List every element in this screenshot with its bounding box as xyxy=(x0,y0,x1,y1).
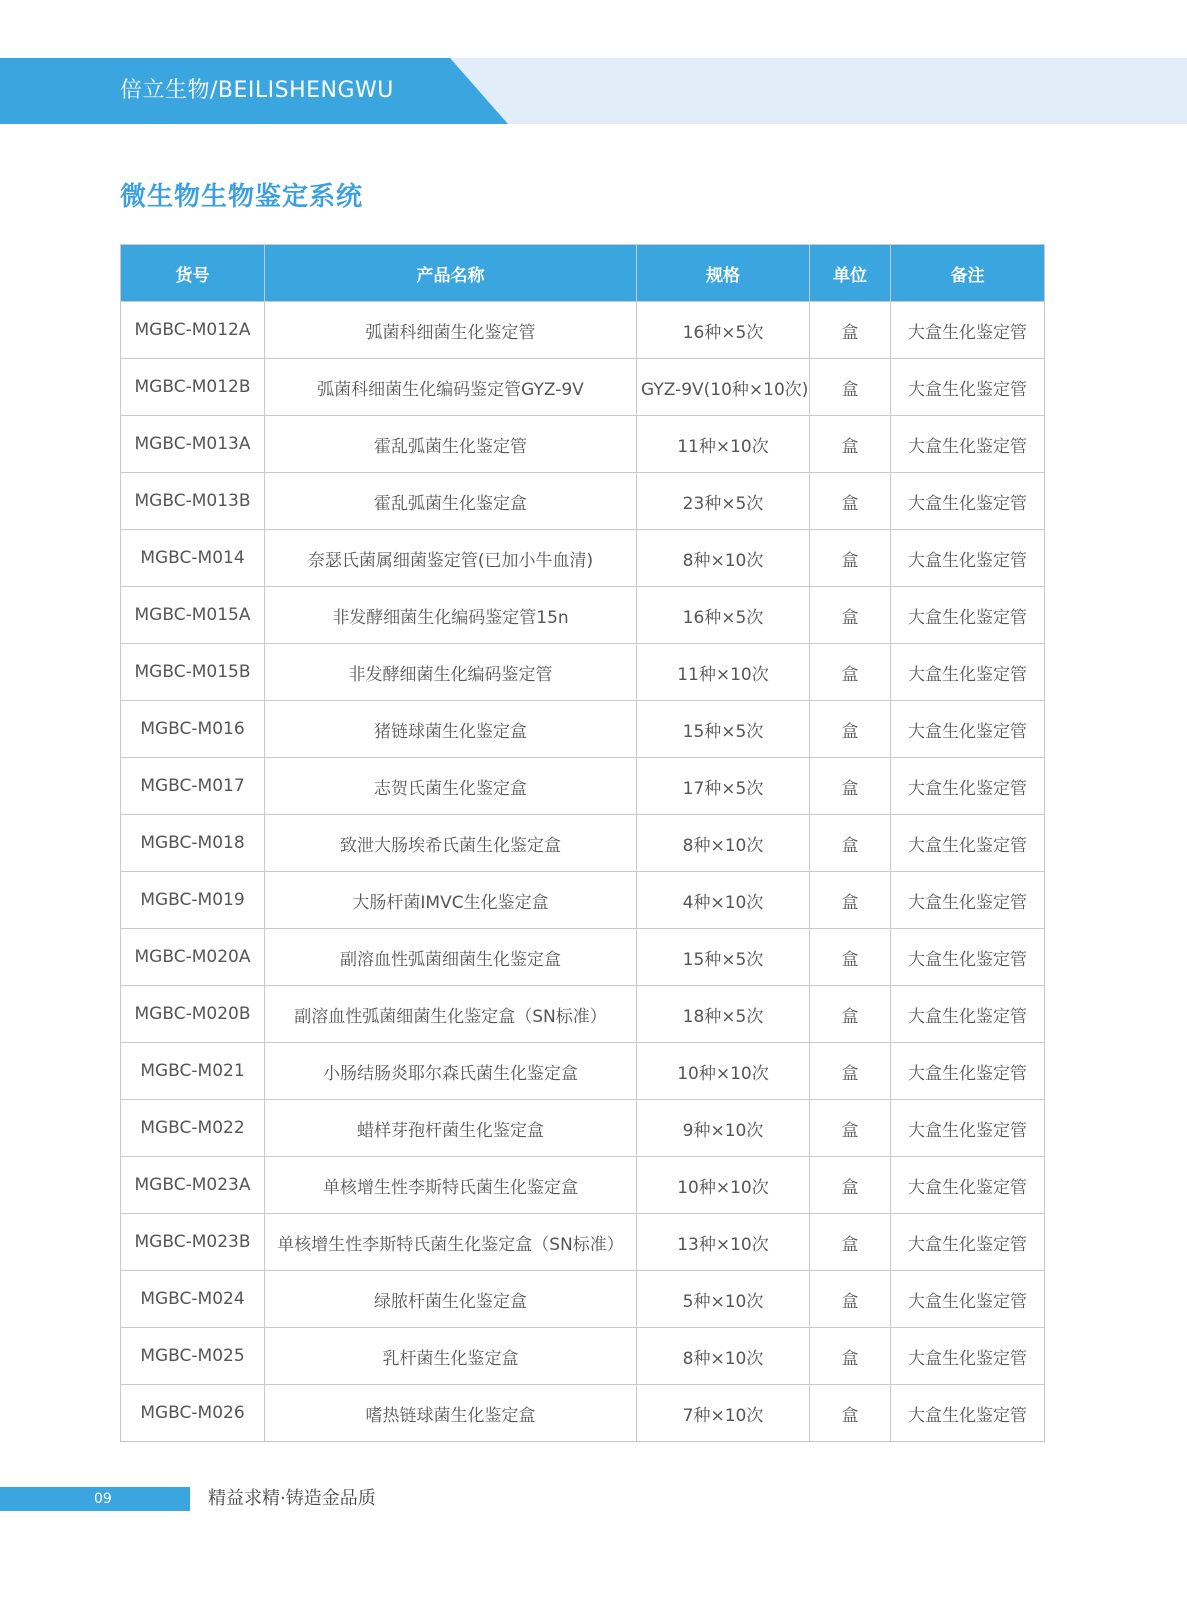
cell-remark: 大盒生化鉴定管 xyxy=(891,929,1045,986)
cell-product-name: 奈瑟氏菌属细菌鉴定管(已加小牛血清) xyxy=(265,530,637,587)
cell-item-no: MGBC-M020A xyxy=(121,929,265,986)
cell-item-no: MGBC-M018 xyxy=(121,815,265,872)
column-header-remark: 备注 xyxy=(891,245,1045,302)
cell-unit: 盒 xyxy=(810,1157,891,1214)
cell-spec: 7种×10次 xyxy=(637,1385,810,1442)
table-row xyxy=(121,872,1045,929)
cell-unit: 盒 xyxy=(810,701,891,758)
cell-product-name: 志贺氏菌生化鉴定盒 xyxy=(265,758,637,815)
cell-remark: 大盒生化鉴定管 xyxy=(891,587,1045,644)
cell-item-no: MGBC-M013B xyxy=(121,473,265,530)
cell-product-name: 弧菌科细菌生化编码鉴定管GYZ-9V xyxy=(265,359,637,416)
cell-remark: 大盒生化鉴定管 xyxy=(891,701,1045,758)
table-row xyxy=(121,359,1045,416)
cell-spec: 9种×10次 xyxy=(637,1100,810,1157)
column-header-spec: 规格 xyxy=(637,245,810,302)
table-row xyxy=(121,986,1045,1043)
table-row xyxy=(121,815,1045,872)
cell-item-no: MGBC-M023A xyxy=(121,1157,265,1214)
cell-remark: 大盒生化鉴定管 xyxy=(891,1043,1045,1100)
table-body xyxy=(121,302,1045,1442)
cell-spec: 8种×10次 xyxy=(637,815,810,872)
cell-remark: 大盒生化鉴定管 xyxy=(891,1385,1045,1442)
cell-unit: 盒 xyxy=(810,1100,891,1157)
column-header-item-no: 货号 xyxy=(121,245,265,302)
cell-item-no: MGBC-M012B xyxy=(121,359,265,416)
cell-spec: GYZ-9V(10种×10次) xyxy=(637,359,810,416)
cell-spec: 8种×10次 xyxy=(637,530,810,587)
cell-item-no: MGBC-M015A xyxy=(121,587,265,644)
cell-remark: 大盒生化鉴定管 xyxy=(891,530,1045,587)
cell-item-no: MGBC-M012A xyxy=(121,302,265,359)
table-row xyxy=(121,758,1045,815)
page-number: 09 xyxy=(94,1491,112,1507)
cell-product-name: 副溶血性弧菌细菌生化鉴定盒 xyxy=(265,929,637,986)
cell-item-no: MGBC-M016 xyxy=(121,701,265,758)
cell-unit: 盒 xyxy=(810,1043,891,1100)
cell-product-name: 非发酵细菌生化编码鉴定管15n xyxy=(265,587,637,644)
cell-unit: 盒 xyxy=(810,929,891,986)
table-row xyxy=(121,1043,1045,1100)
cell-remark: 大盒生化鉴定管 xyxy=(891,416,1045,473)
brand-name: 倍立生物/BEILISHENGWU xyxy=(120,78,394,103)
cell-unit: 盒 xyxy=(810,302,891,359)
cell-item-no: MGBC-M014 xyxy=(121,530,265,587)
cell-remark: 大盒生化鉴定管 xyxy=(891,872,1045,929)
cell-product-name: 单核增生性李斯特氏菌生化鉴定盒（SN标准） xyxy=(265,1214,637,1271)
cell-spec: 23种×5次 xyxy=(637,473,810,530)
cell-unit: 盒 xyxy=(810,587,891,644)
cell-remark: 大盒生化鉴定管 xyxy=(891,644,1045,701)
cell-spec: 16种×5次 xyxy=(637,587,810,644)
table-row xyxy=(121,587,1045,644)
table-row xyxy=(121,701,1045,758)
section-title: 微生物生物鉴定系统 xyxy=(120,182,364,212)
cell-unit: 盒 xyxy=(810,1271,891,1328)
cell-remark: 大盒生化鉴定管 xyxy=(891,1214,1045,1271)
cell-spec: 8种×10次 xyxy=(637,1328,810,1385)
cell-spec: 10种×10次 xyxy=(637,1157,810,1214)
table-row xyxy=(121,644,1045,701)
table-row xyxy=(121,416,1045,473)
cell-unit: 盒 xyxy=(810,473,891,530)
cell-remark: 大盒生化鉴定管 xyxy=(891,1328,1045,1385)
table-row xyxy=(121,1271,1045,1328)
table-header-row xyxy=(121,245,1045,302)
cell-spec: 17种×5次 xyxy=(637,758,810,815)
cell-spec: 11种×10次 xyxy=(637,416,810,473)
cell-item-no: MGBC-M023B xyxy=(121,1214,265,1271)
cell-item-no: MGBC-M017 xyxy=(121,758,265,815)
cell-unit: 盒 xyxy=(810,1385,891,1442)
cell-remark: 大盒生化鉴定管 xyxy=(891,758,1045,815)
table-row xyxy=(121,1328,1045,1385)
cell-spec: 4种×10次 xyxy=(637,872,810,929)
cell-unit: 盒 xyxy=(810,359,891,416)
cell-unit: 盒 xyxy=(810,872,891,929)
column-header-unit: 单位 xyxy=(810,245,891,302)
cell-unit: 盒 xyxy=(810,644,891,701)
cell-item-no: MGBC-M019 xyxy=(121,872,265,929)
cell-item-no: MGBC-M015B xyxy=(121,644,265,701)
cell-unit: 盒 xyxy=(810,986,891,1043)
cell-product-name: 单核增生性李斯特氏菌生化鉴定盒 xyxy=(265,1157,637,1214)
table-row xyxy=(121,929,1045,986)
cell-product-name: 猪链球菌生化鉴定盒 xyxy=(265,701,637,758)
cell-product-name: 乳杆菌生化鉴定盒 xyxy=(265,1328,637,1385)
cell-unit: 盒 xyxy=(810,1214,891,1271)
cell-product-name: 霍乱弧菌生化鉴定盒 xyxy=(265,473,637,530)
cell-item-no: MGBC-M020B xyxy=(121,986,265,1043)
cell-unit: 盒 xyxy=(810,758,891,815)
cell-item-no: MGBC-M026 xyxy=(121,1385,265,1442)
cell-unit: 盒 xyxy=(810,530,891,587)
cell-product-name: 霍乱弧菌生化鉴定管 xyxy=(265,416,637,473)
cell-spec: 15种×5次 xyxy=(637,929,810,986)
cell-unit: 盒 xyxy=(810,416,891,473)
product-table xyxy=(120,244,1045,1442)
cell-spec: 10种×10次 xyxy=(637,1043,810,1100)
cell-product-name: 副溶血性弧菌细菌生化鉴定盒（SN标准） xyxy=(265,986,637,1043)
cell-spec: 16种×5次 xyxy=(637,302,810,359)
cell-remark: 大盒生化鉴定管 xyxy=(891,473,1045,530)
cell-remark: 大盒生化鉴定管 xyxy=(891,815,1045,872)
cell-product-name: 嗜热链球菌生化鉴定盒 xyxy=(265,1385,637,1442)
table-row xyxy=(121,1157,1045,1214)
cell-product-name: 弧菌科细菌生化鉴定管 xyxy=(265,302,637,359)
cell-remark: 大盒生化鉴定管 xyxy=(891,986,1045,1043)
cell-product-name: 小肠结肠炎耶尔森氏菌生化鉴定盒 xyxy=(265,1043,637,1100)
cell-remark: 大盒生化鉴定管 xyxy=(891,302,1045,359)
cell-remark: 大盒生化鉴定管 xyxy=(891,359,1045,416)
column-header-product-name: 产品名称 xyxy=(265,245,637,302)
cell-product-name: 绿脓杆菌生化鉴定盒 xyxy=(265,1271,637,1328)
cell-product-name: 大肠杆菌IMVC生化鉴定盒 xyxy=(265,872,637,929)
cell-item-no: MGBC-M021 xyxy=(121,1043,265,1100)
cell-unit: 盒 xyxy=(810,815,891,872)
cell-spec: 11种×10次 xyxy=(637,644,810,701)
table-row xyxy=(121,473,1045,530)
table-row xyxy=(121,1100,1045,1157)
table-row xyxy=(121,530,1045,587)
cell-spec: 5种×10次 xyxy=(637,1271,810,1328)
cell-item-no: MGBC-M025 xyxy=(121,1328,265,1385)
cell-spec: 13种×10次 xyxy=(637,1214,810,1271)
cell-item-no: MGBC-M013A xyxy=(121,416,265,473)
cell-item-no: MGBC-M022 xyxy=(121,1100,265,1157)
cell-product-name: 致泄大肠埃希氏菌生化鉴定盒 xyxy=(265,815,637,872)
cell-remark: 大盒生化鉴定管 xyxy=(891,1157,1045,1214)
table-row xyxy=(121,1385,1045,1442)
cell-item-no: MGBC-M024 xyxy=(121,1271,265,1328)
table-row xyxy=(121,1214,1045,1271)
cell-remark: 大盒生化鉴定管 xyxy=(891,1100,1045,1157)
cell-spec: 15种×5次 xyxy=(637,701,810,758)
cell-remark: 大盒生化鉴定管 xyxy=(891,1271,1045,1328)
cell-product-name: 非发酵细菌生化编码鉴定管 xyxy=(265,644,637,701)
table-row xyxy=(121,302,1045,359)
cell-spec: 18种×5次 xyxy=(637,986,810,1043)
footer-slogan: 精益求精·铸造金品质 xyxy=(208,1488,376,1509)
cell-product-name: 蜡样芽孢杆菌生化鉴定盒 xyxy=(265,1100,637,1157)
cell-unit: 盒 xyxy=(810,1328,891,1385)
